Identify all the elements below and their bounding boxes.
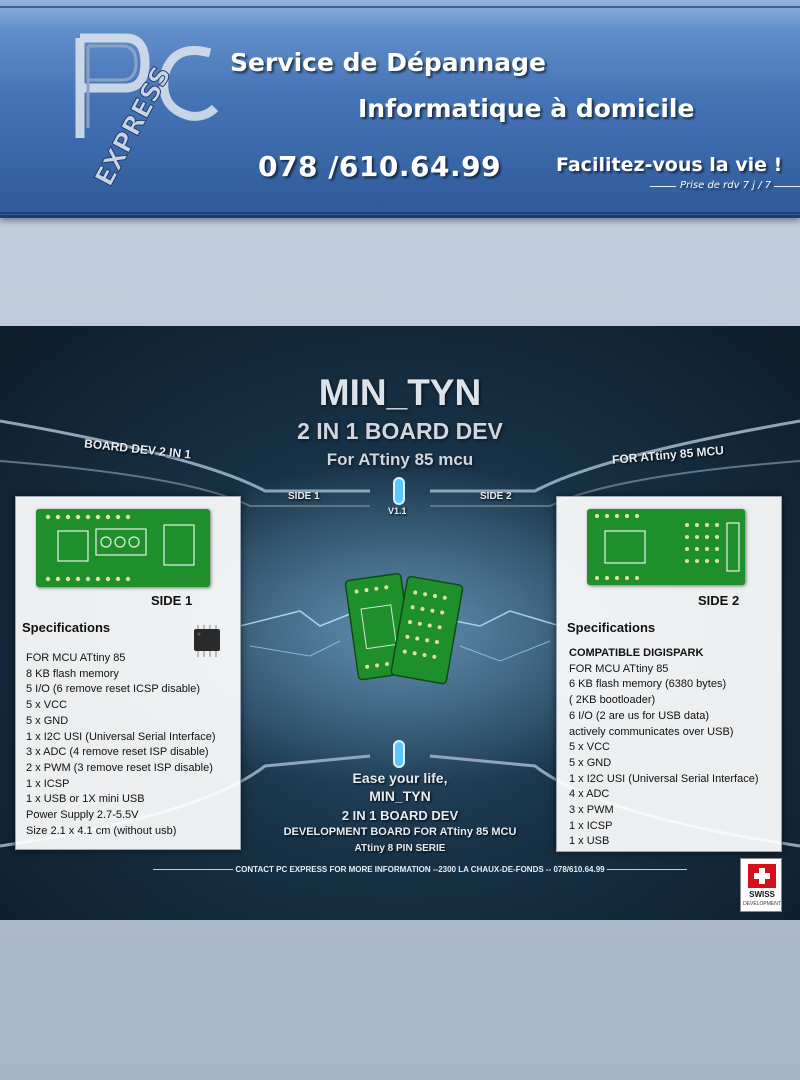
spec-item: FOR MCU ATtiny 85	[26, 652, 126, 664]
version-label: V1.1	[388, 506, 407, 516]
spec-item: 1 x ICSP	[26, 777, 70, 790]
hud-label-left: BOARD DEV 2 IN 1	[83, 436, 192, 462]
spec-item: FOR MCU ATtiny 85	[569, 662, 669, 675]
spec-heading: COMPATIBLE DIGISPARK	[569, 647, 704, 659]
spec-title: Specifications	[567, 620, 656, 635]
ease-text: Ease your life,	[352, 770, 448, 786]
spec-item: 1 x USB	[569, 835, 610, 848]
spec-item: 5 x GND	[569, 756, 612, 769]
spec-item: 1 x I2C USI (Universal Serial Interface)	[26, 730, 216, 743]
center-description: DEVELOPMENT BOARD FOR ATtiny 85 MCU	[283, 826, 517, 838]
spec-item: 4 x ADC	[569, 788, 610, 801]
contact-line: —————————— CONTACT PC EXPRESS FOR MORE INFORMATION --2300 LA CHAUX-DE-FONDS -- 078/610.64.99 ——————————	[153, 865, 687, 874]
spec-item: 5 x GND	[26, 714, 69, 727]
product-target: For ATtiny 85 mcu	[326, 450, 474, 469]
spec-item: 1 x I2C USI (Universal Serial Interface)	[569, 772, 759, 785]
spec-item: 6 KB flash memory (6380 bytes)	[569, 678, 727, 691]
pcb-side1-image	[36, 509, 210, 587]
spec-item: Power Supply 2.7-5.5V	[26, 809, 139, 822]
spec-item: ( 2KB bootloader)	[569, 694, 656, 707]
pc-express-logo	[70, 28, 230, 203]
swiss-label: SWISS	[749, 890, 775, 899]
hud-side1: SIDE 1	[288, 491, 320, 502]
hud-label-right: FOR ATtiny 85 MCU	[611, 443, 725, 467]
spec-item: 5 x VCC	[26, 699, 67, 712]
spec-item: 1 x ICSP	[569, 819, 613, 832]
side1-label: SIDE 1	[151, 593, 193, 608]
spec-item: 8 KB flash memory	[26, 667, 119, 680]
spec-item: 5 I/O (6 remove reset ICSP disable)	[26, 683, 201, 696]
product-panel	[0, 326, 800, 920]
service-heading: Service de Dépannage	[230, 48, 546, 77]
center-subtitle: 2 IN 1 BOARD DEV	[341, 808, 459, 823]
spec-item: 3 x PWM	[569, 804, 614, 817]
header-banner	[0, 0, 800, 218]
swiss-flag-icon	[748, 864, 776, 888]
hud-side2: SIDE 2	[480, 491, 512, 502]
product-subtitle: 2 IN 1 BOARD DEV	[297, 418, 503, 444]
banner-stripe	[0, 6, 800, 8]
spec-title: Specifications	[22, 620, 111, 635]
spec-item: Size 2.1 x 4.1 cm (without usb)	[26, 824, 177, 837]
spec-item: actively communicates over USB)	[569, 725, 734, 738]
divider	[774, 186, 800, 187]
spec-item: 5 x VCC	[569, 741, 610, 754]
center-serie: ATtiny 8 PIN SERIE	[354, 843, 446, 854]
phone-number[interactable]: 078 /610.64.99	[258, 150, 502, 183]
divider	[650, 186, 676, 187]
spec-item: 1 x USB or 1X mini USB	[26, 793, 145, 806]
rdv-text: Prise de rdv 7 j / 7	[680, 180, 772, 191]
spec-item: 3 x ADC (4 remove reset ISP disable)	[26, 746, 209, 759]
center-product-name: MIN_TYN	[369, 788, 431, 804]
side2-label: SIDE 2	[698, 593, 740, 608]
service-subheading: Informatique à domicile	[358, 94, 695, 123]
swiss-sub-label: DEVELOPMENT	[743, 901, 781, 907]
swiss-development-badge	[740, 858, 782, 912]
product-title: MIN_TYN	[318, 372, 482, 413]
banner-stripe	[0, 212, 800, 214]
pcb-side2-image	[587, 509, 745, 585]
spec-item: 6 I/O (2 are us for USB data)	[569, 709, 710, 722]
spec-item: 2 x PWM (3 remove reset ISP disable)	[26, 761, 213, 774]
svg-text:EXPRESS: EXPRESS	[89, 61, 178, 192]
tagline: Facilitez-vous la vie !	[556, 154, 783, 176]
